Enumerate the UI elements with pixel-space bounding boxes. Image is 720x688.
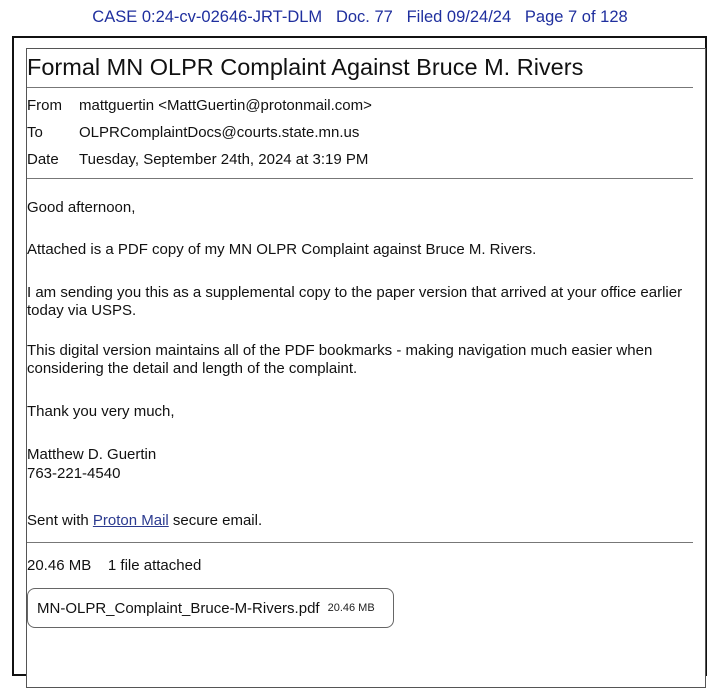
date-label: Date bbox=[27, 151, 59, 168]
to-label: To bbox=[27, 124, 43, 141]
case-number: CASE 0:24-cv-02646-JRT-DLM bbox=[92, 8, 323, 26]
sent-with-suffix: secure email. bbox=[168, 512, 263, 529]
signature-phone: 763-221-4540 bbox=[27, 465, 121, 482]
case-header bbox=[0, 8, 720, 27]
from-value: mattguertin <MattGuertin@protonmail.com> bbox=[79, 97, 372, 114]
attachments-summary bbox=[27, 557, 201, 574]
proton-mail-link[interactable]: Proton Mail bbox=[92, 512, 169, 529]
signature-name: Matthew D. Guertin bbox=[27, 446, 157, 463]
attachments-count: 1 file attached bbox=[107, 557, 202, 574]
filed-date: Filed 09/24/24 bbox=[406, 8, 512, 26]
header-divider bbox=[27, 178, 693, 179]
body-paragraph-1: Attached is a PDF copy of my MN OLPR Complaint against Bruce M. Rivers. bbox=[27, 241, 537, 258]
attachment-file-size: 20.46 MB bbox=[327, 602, 375, 614]
greeting: Good afternoon, bbox=[27, 199, 136, 216]
attachment-file-chip[interactable] bbox=[27, 588, 394, 628]
date-value: Tuesday, September 24th, 2024 at 3:19 PM bbox=[79, 151, 369, 168]
subject-divider bbox=[27, 87, 693, 88]
attachments-divider bbox=[27, 542, 693, 543]
attachments-total-size: 20.46 MB bbox=[27, 557, 92, 574]
doc-number: Doc. 77 bbox=[335, 8, 393, 26]
sent-with-line bbox=[27, 512, 692, 530]
body-paragraph-2: I am sending you this as a supplemental copy to the paper version that arrived at your office earlier today via USPS. bbox=[27, 284, 683, 319]
attachment-file-name: MN-OLPR_Complaint_Bruce-M-Rivers.pdf bbox=[37, 599, 320, 617]
sent-with-prefix: Sent with bbox=[27, 512, 93, 529]
email-subject: Formal MN OLPR Complaint Against Bruce M. Rivers bbox=[27, 54, 584, 80]
page-number: Page 7 of 128 bbox=[524, 8, 628, 26]
closing: Thank you very much, bbox=[27, 403, 175, 420]
to-value: OLPRComplaintDocs@courts.state.mn.us bbox=[79, 124, 360, 141]
from-label: From bbox=[27, 97, 62, 114]
body-paragraph-3: This digital version maintains all of the PDF bookmarks - making navigation much easier when considering the detail and length of the complaint. bbox=[27, 342, 653, 377]
